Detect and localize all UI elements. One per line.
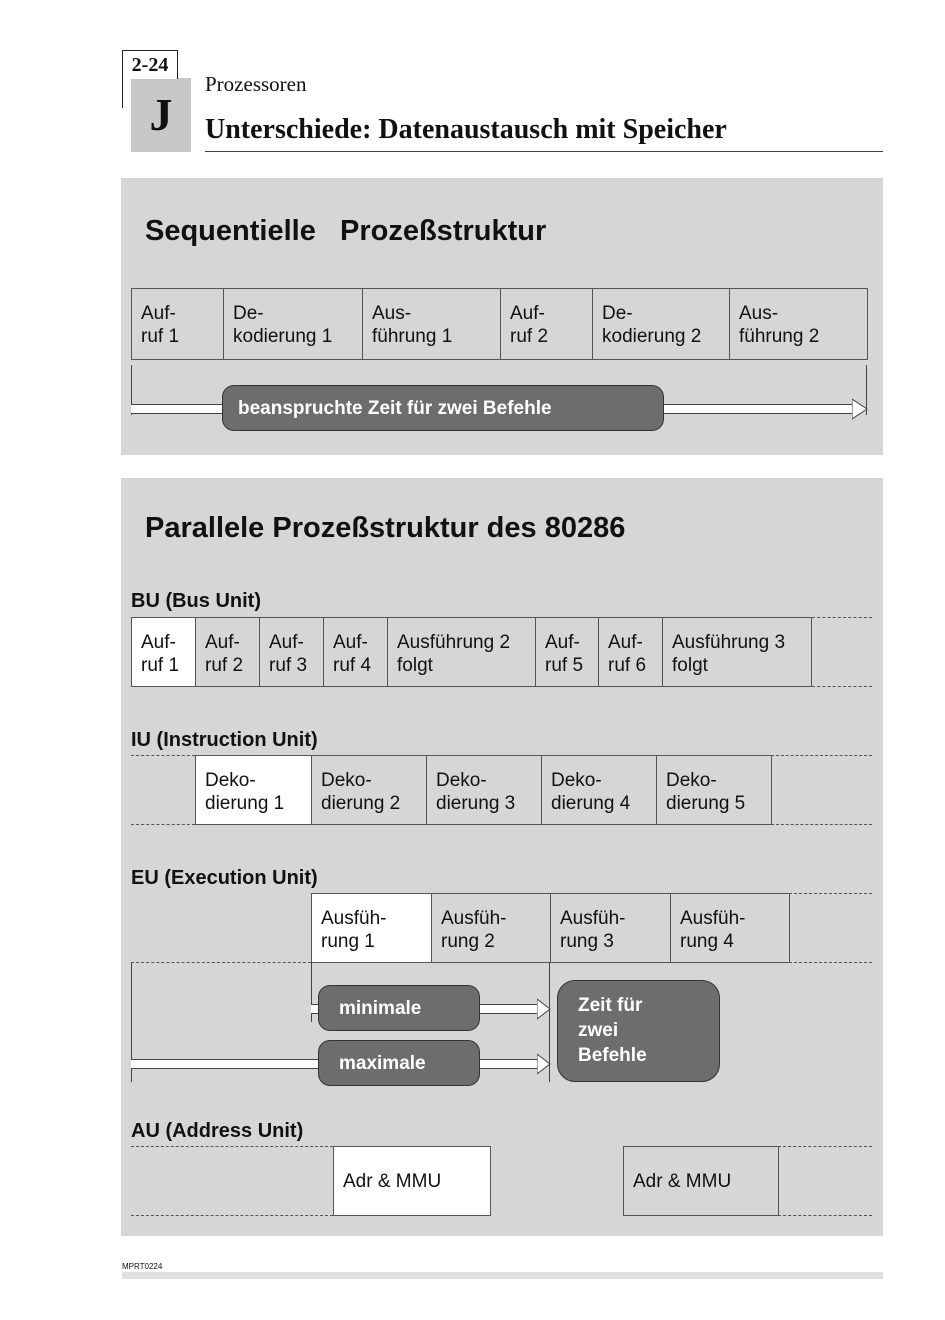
- seq-time-arrowhead: [852, 398, 868, 420]
- bu-dash-top: [812, 617, 872, 618]
- au-step-1: Adr & MMU: [334, 1147, 491, 1216]
- au-dash-top-left: [131, 1146, 333, 1147]
- au-label: AU (Address Unit): [131, 1120, 304, 1142]
- bu-steps-table: [131, 617, 812, 687]
- eu-step-4: Ausfüh- rung 4: [671, 894, 790, 963]
- footer-rule: [122, 1272, 883, 1279]
- iu-step-3: Deko- dierung 3: [427, 756, 542, 825]
- au-gap: [491, 1147, 624, 1216]
- iu-steps-table: [195, 755, 772, 825]
- iu-step-4: Deko- dierung 4: [542, 756, 657, 825]
- min-time-arrowhead: [537, 998, 551, 1020]
- au-step-2: Adr & MMU: [624, 1147, 779, 1216]
- bu-step-6: Auf- ruf 5: [536, 618, 599, 687]
- eu-dash-bottom-left: [131, 962, 311, 963]
- seq-step-3: Aus- führung 1: [363, 289, 501, 360]
- title-rule: [205, 151, 883, 152]
- eu-label: EU (Execution Unit): [131, 867, 318, 889]
- min-time-label: minimale: [318, 985, 480, 1031]
- iu-step-5: Deko- dierung 5: [657, 756, 772, 825]
- seq-step-2: De- kodierung 1: [224, 289, 363, 360]
- bu-step-4: Auf- ruf 4: [324, 618, 388, 687]
- au-dash-bottom-left: [131, 1215, 333, 1216]
- bu-step-7: Auf- ruf 6: [599, 618, 663, 687]
- time-box-line-3: Befehle: [578, 1045, 647, 1066]
- max-time-label: maximale: [318, 1040, 480, 1086]
- max-time-arrowhead: [537, 1053, 551, 1075]
- two-instructions-time-box: [557, 980, 720, 1082]
- section-label: Prozessoren: [205, 72, 307, 96]
- iu-dash-top-right: [771, 755, 872, 756]
- chapter-tab-rule: [122, 78, 123, 108]
- seq-step-5: De- kodierung 2: [593, 289, 730, 360]
- eu-dash-top-right: [789, 893, 872, 894]
- sequential-heading: Sequentielle Prozeßstruktur: [145, 215, 547, 247]
- eu-step-3: Ausfüh- rung 3: [551, 894, 671, 963]
- au-steps-table: [333, 1146, 779, 1216]
- eu-steps-table: [311, 893, 790, 963]
- bu-label: BU (Bus Unit): [131, 590, 261, 612]
- page-title: Unterschiede: Datenaustausch mit Speicher: [205, 114, 727, 145]
- seq-step-6: Aus- führung 2: [730, 289, 868, 360]
- bu-step-1: Auf- ruf 1: [132, 618, 196, 687]
- iu-label: IU (Instruction Unit): [131, 729, 318, 751]
- iu-dash-bottom-right: [771, 824, 872, 825]
- time-box-line-2: zwei: [578, 1020, 619, 1041]
- eu-step-2: Ausfüh- rung 2: [432, 894, 551, 963]
- bu-step-8: Ausführung 3 folgt: [663, 618, 812, 687]
- seq-step-4: Auf- ruf 2: [501, 289, 593, 360]
- bu-dash-bottom: [812, 686, 872, 687]
- au-dash-top-right: [778, 1146, 872, 1147]
- chapter-letter: J: [149, 89, 173, 140]
- iu-dash-bottom-left: [131, 824, 195, 825]
- bu-step-3: Auf- ruf 3: [260, 618, 324, 687]
- seq-time-label: beanspruchte Zeit für zwei Befehle: [222, 385, 664, 431]
- footer-code: MPRT0224: [122, 1262, 163, 1271]
- bu-step-5: Ausführung 2 folgt: [388, 618, 536, 687]
- bu-step-2: Auf- ruf 2: [196, 618, 260, 687]
- parallel-heading: Parallele Prozeßstruktur des 80286: [145, 512, 626, 544]
- page-number: 2-24: [122, 50, 178, 79]
- iu-dash-top-left: [131, 755, 195, 756]
- time-box-line-1: Zeit für: [578, 995, 643, 1016]
- iu-step-1: Deko- dierung 1: [196, 756, 312, 825]
- iu-step-2: Deko- dierung 2: [312, 756, 427, 825]
- au-dash-bottom-right: [778, 1215, 872, 1216]
- seq-step-1: Auf- ruf 1: [132, 289, 224, 360]
- eu-step-1: Ausfüh- rung 1: [312, 894, 432, 963]
- sequential-steps-table: [131, 288, 868, 360]
- eu-dash-bottom-right: [789, 962, 872, 963]
